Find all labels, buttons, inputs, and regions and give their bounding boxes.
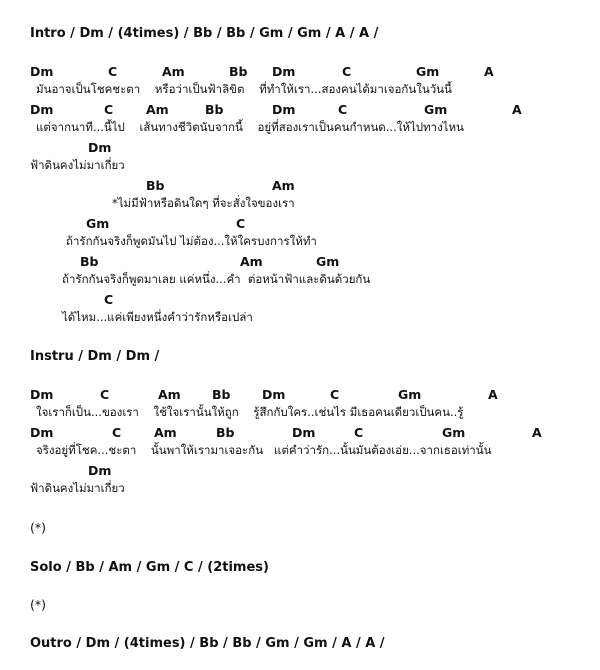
chord: Dm (88, 140, 112, 155)
chord: C (100, 387, 110, 402)
chord: Gm (416, 64, 440, 79)
lyric-line: ฟ้าดินคงไม่มาเกี่ยว (30, 481, 125, 495)
chord: Dm (262, 387, 286, 402)
chord: Dm (30, 387, 54, 402)
chord: C (342, 64, 352, 79)
chord: Am (272, 178, 295, 193)
chord: C (330, 387, 340, 402)
chord: C (354, 425, 364, 440)
chord: Bb (205, 102, 224, 117)
lyric-line: มันอาจเป็นโชคชะตา หรือว่าเป็นฟ้าลิขิต ที่ทำให้เรา...สองคนได้มาเจอกันในวันนี้ (36, 82, 452, 96)
chord: C (338, 102, 348, 117)
chord: Bb (229, 64, 248, 79)
lyric-line: จริงอยู่ที่โชค...ชะตา นั้นพาให้เรามาเจอะกัน แต่คำว่ารัก...นั้นมันต้องเอ่ย...จากเธอเท่านั้น (36, 443, 492, 457)
chord: Bb (212, 387, 231, 402)
chord: C (104, 292, 114, 307)
chord: C (112, 425, 122, 440)
chord: Am (154, 425, 177, 440)
chord: A (484, 64, 494, 79)
lyric-line: *ไม่มีฟ้าหรือดินใดๆ ที่จะสั่งใจของเรา (112, 196, 295, 210)
lyric-line: ได้ไหม...แค่เพียงหนึ่งคำว่ารักหรือเปล่า (62, 310, 253, 324)
chord: A (532, 425, 542, 440)
lyric-line: ใจเราก็เป็น...ของเรา ใช้ใจเรานั้นให้ถูก รู้สึกกับใคร..เช่นไร มีเธอคนเดียวเป็นคน..รู้ (36, 405, 464, 419)
lyric-line: ถ้ารักกันจริงก็พูดมันไป ไม่ต้อง...ให้ใครบงการให้ทำ (66, 234, 317, 248)
chord: Dm (292, 425, 316, 440)
instru-line: Instru / Dm / Dm / (30, 349, 160, 364)
chorus-repeat-marker: (*) (30, 597, 47, 612)
chord: Gm (424, 102, 448, 117)
chord: C (108, 64, 118, 79)
lyric-line: แต่จากนาที...นี้ไป เส้นทางชีวิตนับจากนี้ อยู่ที่สองเราเป็นคนกำหนด...ให้ไปทางไหน (36, 120, 464, 134)
chorus-repeat-marker: (*) (30, 520, 47, 535)
chord: A (512, 102, 522, 117)
chord: Am (240, 254, 263, 269)
outro-line: Outro / Dm / (4times) / Bb / Bb / Gm / Gm / A / A / (30, 636, 385, 651)
chord: Gm (398, 387, 422, 402)
chord: Dm (30, 425, 54, 440)
chord: Dm (30, 64, 54, 79)
lyric-line: ถ้ารักกันจริงก็พูดมาเลย แค่หนึ่ง...คำ ต่อหน้าฟ้าและดินด้วยกัน (62, 272, 371, 286)
chord: C (104, 102, 114, 117)
chord: Dm (88, 463, 112, 478)
chord: Dm (272, 64, 296, 79)
chord: Gm (316, 254, 340, 269)
chord: Dm (272, 102, 296, 117)
intro-line: Intro / Dm / (4times) / Bb / Bb / Gm / Gm / A / A / (30, 26, 379, 41)
chord: Gm (442, 425, 466, 440)
chord: Dm (30, 102, 54, 117)
chord: Am (162, 64, 185, 79)
chord: Bb (80, 254, 99, 269)
chord: Bb (216, 425, 235, 440)
chord: Bb (146, 178, 165, 193)
chord: A (488, 387, 498, 402)
chord: C (236, 216, 246, 231)
chord: Gm (86, 216, 110, 231)
chord: Am (158, 387, 181, 402)
solo-line: Solo / Bb / Am / Gm / C / (2times) (30, 560, 269, 575)
chord: Am (146, 102, 169, 117)
lyric-line: ฟ้าดินคงไม่มาเกี่ยว (30, 158, 125, 172)
